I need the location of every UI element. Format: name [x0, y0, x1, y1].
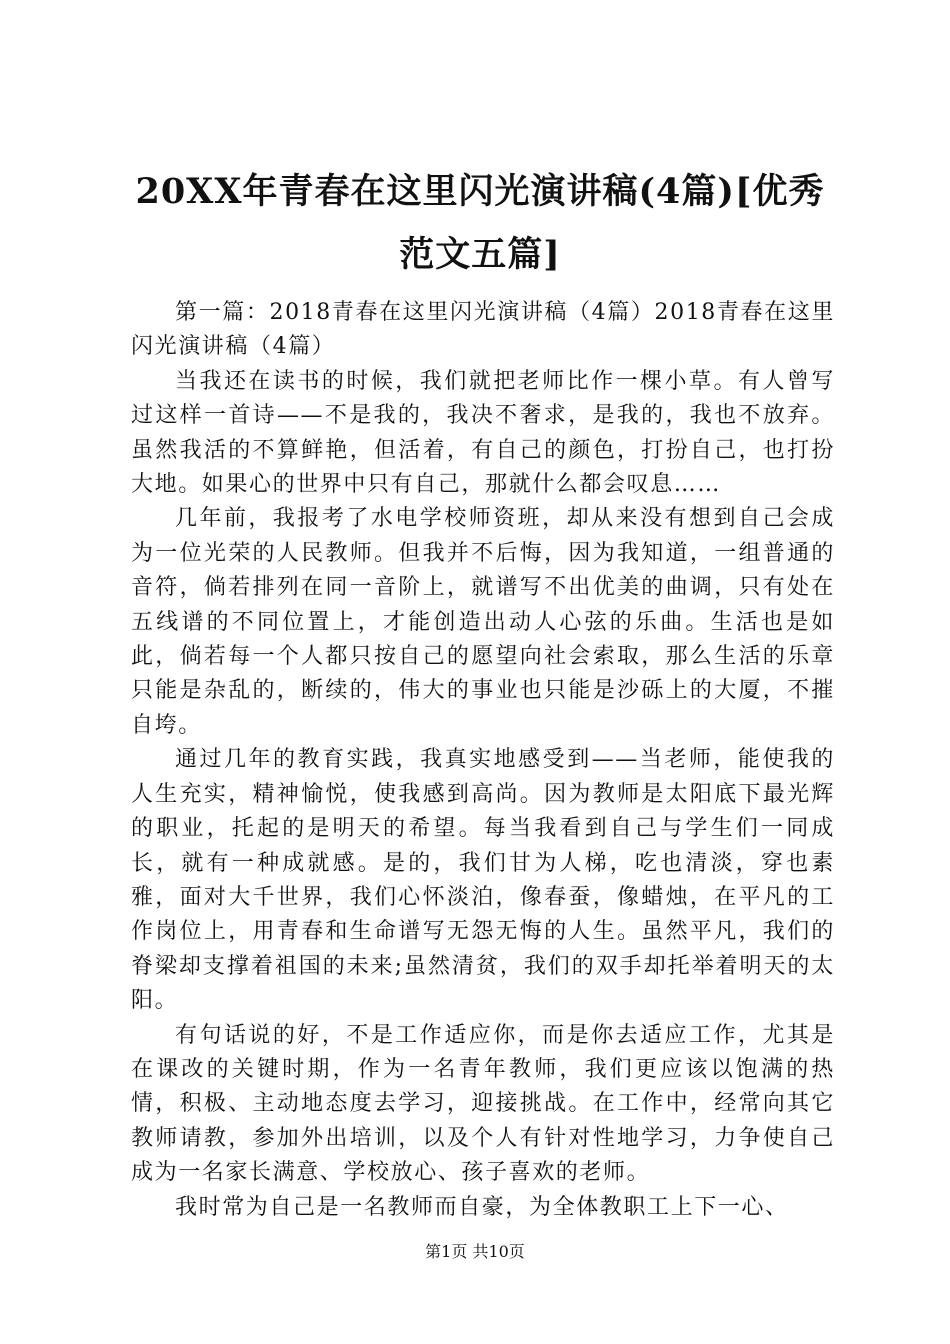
page-footer: 第1页 共10页 — [425, 1242, 525, 1261]
body-paragraph: 通过几年的教育实践，我真实地感受到——当老师，能使我的人生充实，精神愉悦，使我感到高尚。因为教师是太阳底下最光辉的职业，托起的是明天的希望。每当我看到自己与学生们一同成长，就有一种成就感。是的，我们甘为人梯，吃也清淡，穿也素雅，面对大千世界，我们心怀淡泊，像春蚕，像蜡烛，在平凡的工作岗位上，用青春和生命谱写无怨无悔的人生。虽然平凡，我们的脊梁却支撑着祖国的未来;虽然清贫，我们的双手却托举着明天的太阳。 — [131, 747, 835, 1014]
document-title: 20XX年青春在这里闪光演讲稿(4篇)[优秀范文五篇] — [135, 171, 825, 275]
document-body — [131, 296, 835, 1225]
body-paragraph: 我时常为自己是一名教师而自豪，为全体教职工上下一心、 — [175, 1194, 789, 1220]
body-paragraph: 有句话说的好，不是工作适应你，而是你去适应工作，尤其是在课改的关键时期，作为一名青年教师，我们更应该以饱满的热情，积极、主动地态度去学习，迎接挑战。在工作中，经常向其它教师请教，参加外出培训，以及个人有针对性地学习，力争使自己成为一名家长满意、学校放心、孩子喜欢的老师。 — [131, 1022, 835, 1186]
body-paragraph: 几年前，我报考了水电学校师资班，却从来没有想到自己会成为一位光荣的人民教师。但我并不后悔，因为我知道，一组普通的音符，倘若排列在同一音阶上，就谱写不出优美的曲调，只有处在五线谱的不同位置上，才能创造出动人心弦的乐曲。生活也是如此，倘若每一个人都只按自己的愿望向社会索取，那么生活的乐章只能是杂乱的，断续的，伟大的事业也只能是沙砾上的大厦，不摧自垮。 — [131, 506, 835, 738]
body-paragraph: 第一篇：2018青春在这里闪光演讲稿（4篇）2018青春在这里闪光演讲稿（4篇） — [131, 300, 835, 360]
body-paragraph: 当我还在读书的时候，我们就把老师比作一棵小草。有人曾写过这样一首诗——不是我的，我决不奢求，是我的，我也不放弃。虽然我活的不算鲜艳，但活着，有自己的颜色，打扮自己，也打扮大地。如果心的世界中只有自己，那就什么都会叹息…… — [131, 368, 835, 498]
